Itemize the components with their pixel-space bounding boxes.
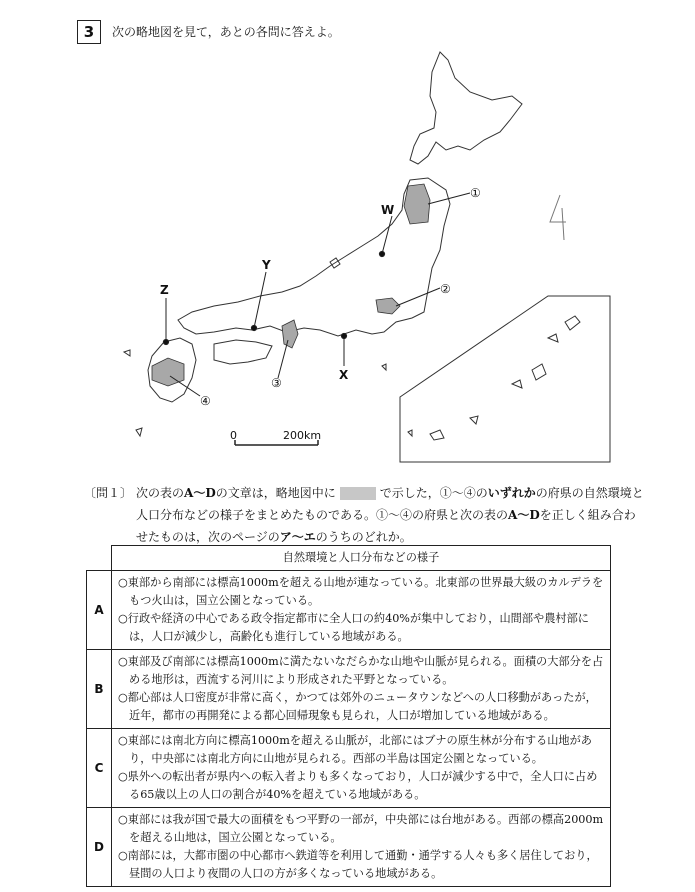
scale-distance: 200km (283, 429, 322, 442)
shaded-pref-1 (404, 184, 430, 224)
table-row (87, 808, 611, 887)
row-content (112, 571, 611, 650)
info-table (86, 545, 611, 887)
map-label-w: W (381, 203, 395, 217)
table-header-row (87, 546, 611, 571)
q1-text-ad2: A～D (508, 508, 540, 522)
map-label-1: ① (470, 186, 481, 200)
row-item: ○南部には，大都市圏の中心都市へ鉄道等を利用して通勤・通学する人々も多く居住しており，昼間の人口より夜間の人口の方が多くなっている地域がある。 (118, 849, 598, 880)
table-row (87, 729, 611, 808)
q1-text-2: の文章は，略地図中に (215, 486, 336, 500)
row-item: ○行政や経済の中心である政令指定都市に全人口の約40%が集中しており，山間部や農村部には，人口が減少し，高齢化も進行している地域がある。 (118, 612, 589, 643)
q1-text-ae: ア～エ (279, 530, 316, 544)
row-item: ○都心部は人口密度が非常に高く，かつては郊外のニュータウンなどへの人口移動があったが，近年，都市の再開発による都心回帰現象も見られ，人口が増加している地域がある。 (118, 691, 597, 722)
map-label-4: ④ (200, 394, 211, 408)
q1-text-6: のうちのどれか。 (315, 530, 412, 544)
row-key: A (87, 571, 112, 650)
scale-zero: 0 (230, 429, 237, 442)
row-key: D (87, 808, 112, 887)
row-item: ○県外への転出者が県内への転入者よりも多くなっており，人口が減少する中で，全人口に占める65歳以上の人口の割合が40%を超えている地域がある。 (118, 770, 598, 801)
row-key: C (87, 729, 112, 808)
map-label-x: X (339, 368, 349, 382)
question-1 (84, 482, 644, 548)
row-item: ○東部には我が国で最大の面積をもつ平野の一部が，中央部には台地がある。西部の標高2000mを超える山地は，国立公園となっている。 (118, 813, 604, 844)
row-item: ○東部から南部には標高1000mを超える山地が連なっている。北東部の世界最大級のカルデラをもつ火山は，国立公園となっている。 (118, 576, 604, 607)
table-corner (87, 546, 112, 571)
q1-text-4: の府県の自然環境と人口分布などの様子をまとめたものである。①～④の府県と次の表の (136, 486, 644, 522)
map-label-2: ② (440, 282, 451, 296)
shade-swatch (340, 487, 376, 500)
map-label-z: Z (160, 283, 169, 297)
table-row (87, 571, 611, 650)
row-content (112, 808, 611, 887)
q1-text-5: を正しく組み合わせたものは，次のページの (136, 508, 636, 544)
q1-text-ad1: A～D (184, 486, 216, 500)
table-header: 自然環境と人口分布などの様子 (112, 546, 611, 571)
row-key: B (87, 650, 112, 729)
table-row (87, 650, 611, 729)
q1-text-3: で示した，①～④の (379, 486, 488, 500)
map-label-3: ③ (271, 376, 282, 390)
question-instruction: 次の略地図を見て，あとの各問に答えよ。 (112, 25, 340, 39)
map-label-y: Y (262, 258, 271, 272)
question-1-body (136, 482, 644, 548)
hokkaido-outline (410, 52, 522, 164)
q1-text-izureka: いずれか (487, 486, 536, 500)
handwritten-mark (550, 195, 566, 240)
q1-text-1: 次の表の (136, 486, 185, 500)
row-content (112, 729, 611, 808)
row-content (112, 650, 611, 729)
row-item: ○東部には南北方向に標高1000mを超える山脈が，北部にはブナの原生林が分布する山地があり，中央部には南北方向に山地が見られる。西部の半島は国定公園となっている。 (118, 734, 592, 765)
shaded-pref-3 (282, 320, 298, 348)
row-item: ○東部及び南部には標高1000mに満たないなだらかな山地や山脈が見られる。面積の大部分を占める地形は，西流する河川により形成された平野となっている。 (118, 655, 604, 686)
question-1-label: 〔問１〕 (84, 486, 133, 500)
question-number: 3 (77, 20, 101, 44)
shikoku-outline (214, 340, 272, 364)
